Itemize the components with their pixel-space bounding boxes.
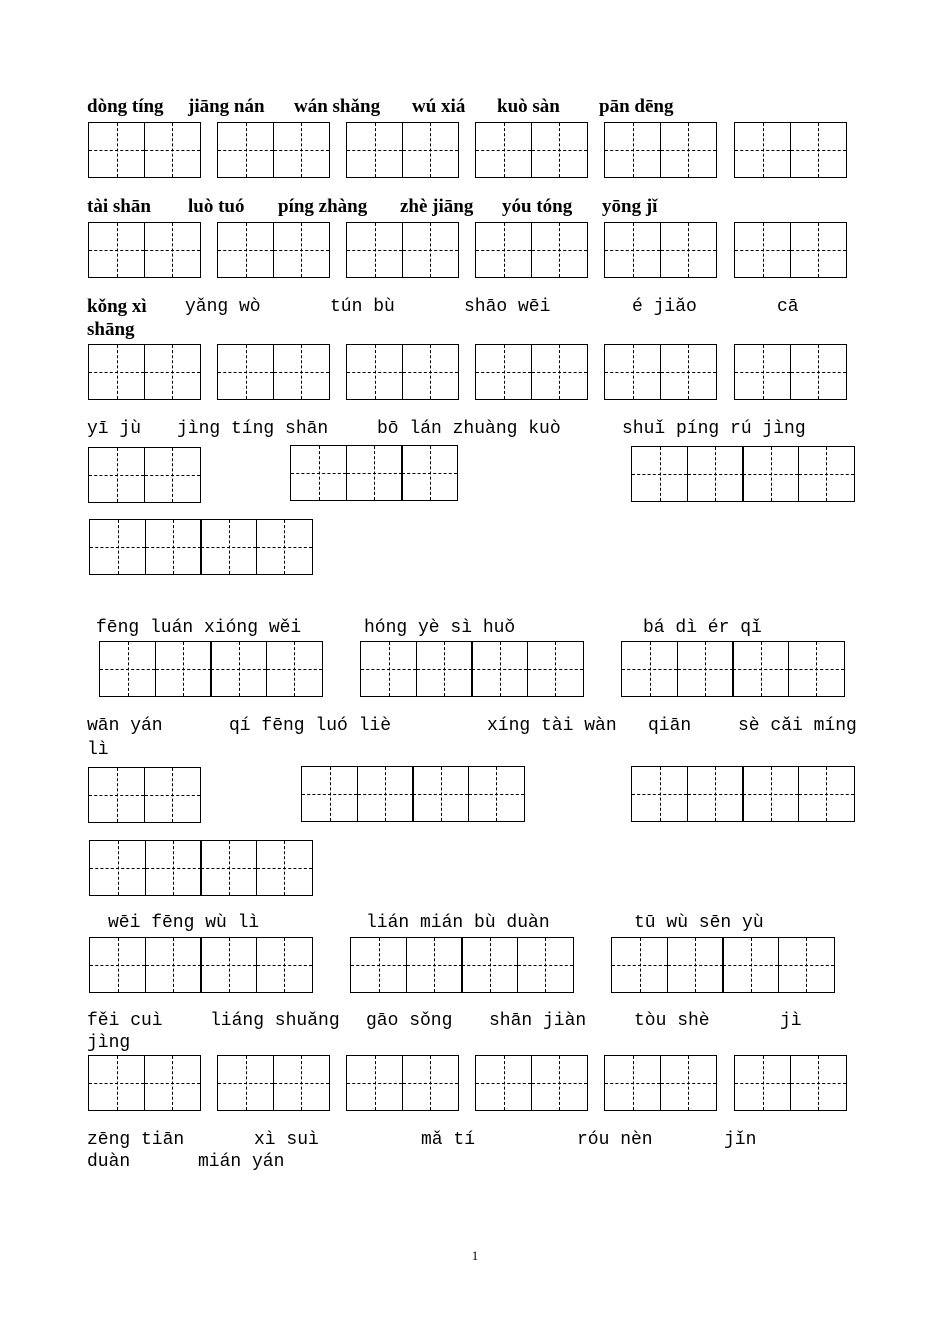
pinyin-label: fěi cuì (87, 1011, 163, 1031)
pinyin-label: yōng jǐ (602, 196, 658, 217)
writing-grid[interactable] (611, 937, 835, 993)
writing-cell[interactable] (357, 766, 414, 822)
writing-grid[interactable] (475, 1055, 588, 1111)
writing-cell[interactable] (732, 641, 789, 697)
pinyin-label: jiāng nán (188, 96, 265, 117)
pinyin-label: jì (780, 1011, 802, 1031)
writing-cell[interactable] (604, 122, 661, 178)
writing-grid[interactable] (88, 222, 201, 278)
writing-grid[interactable] (89, 937, 313, 993)
pinyin-label: lì (87, 740, 109, 760)
writing-grid[interactable] (604, 344, 717, 400)
pinyin-label: róu nèn (577, 1130, 653, 1150)
writing-grid[interactable] (475, 344, 588, 400)
writing-grid[interactable] (604, 1055, 717, 1111)
writing-cell[interactable] (89, 840, 146, 896)
writing-cell[interactable] (660, 222, 717, 278)
pinyin-label: wān yán (87, 716, 163, 736)
writing-cell[interactable] (734, 344, 791, 400)
writing-cell[interactable] (471, 641, 528, 697)
writing-grid[interactable] (475, 122, 588, 178)
writing-cell[interactable] (475, 1055, 532, 1111)
pinyin-label: sè cǎi míng (738, 716, 857, 736)
pinyin-label: qí fēng luó liè (229, 716, 392, 736)
writing-cell[interactable] (531, 1055, 588, 1111)
writing-cell[interactable] (155, 641, 212, 697)
writing-cell[interactable] (217, 1055, 274, 1111)
writing-cell[interactable] (475, 122, 532, 178)
writing-cell[interactable] (734, 1055, 791, 1111)
pinyin-label: xíng tài wàn (487, 716, 617, 736)
pinyin-label: cā (777, 297, 799, 317)
writing-cell[interactable] (798, 446, 855, 502)
pinyin-label: qiān (648, 716, 692, 736)
pinyin-label: wēi fēng wù lì (108, 913, 260, 933)
writing-cell[interactable] (416, 641, 473, 697)
writing-cell[interactable] (402, 1055, 459, 1111)
writing-grid[interactable] (88, 447, 201, 503)
pinyin-label: wán shǎng (294, 96, 381, 117)
writing-cell[interactable] (290, 445, 347, 501)
writing-cell[interactable] (734, 122, 791, 178)
writing-grid[interactable] (89, 840, 313, 896)
writing-cell[interactable] (604, 344, 661, 400)
writing-cell[interactable] (660, 1055, 717, 1111)
writing-cell[interactable] (273, 1055, 330, 1111)
writing-cell[interactable] (531, 122, 588, 178)
pinyin-label: xì suì (254, 1130, 319, 1150)
writing-cell[interactable] (790, 1055, 847, 1111)
writing-grid[interactable] (631, 446, 855, 502)
writing-grid[interactable] (88, 767, 201, 823)
writing-cell[interactable] (461, 937, 518, 993)
writing-cell[interactable] (350, 937, 407, 993)
writing-grid[interactable] (346, 122, 459, 178)
writing-cell[interactable] (468, 766, 525, 822)
writing-cell[interactable] (611, 937, 668, 993)
writing-cell[interactable] (200, 840, 257, 896)
writing-cell[interactable] (788, 641, 845, 697)
page-number: 1 (471, 1248, 479, 1263)
writing-cell[interactable] (360, 641, 417, 697)
pinyin-label: hóng yè sì huǒ (364, 618, 516, 638)
writing-cell[interactable] (475, 222, 532, 278)
writing-cell[interactable] (88, 222, 145, 278)
pinyin-label: fēng luán xióng wěi (96, 618, 302, 638)
pinyin-label: lián mián bù duàn (366, 913, 550, 933)
pinyin-label: mǎ tí (421, 1130, 476, 1150)
pinyin-label: bá dì ér qǐ (643, 618, 762, 638)
writing-cell[interactable] (200, 519, 257, 575)
writing-cell[interactable] (621, 641, 678, 697)
writing-cell[interactable] (734, 222, 791, 278)
writing-cell[interactable] (256, 840, 313, 896)
writing-cell[interactable] (217, 122, 274, 178)
writing-cell[interactable] (406, 937, 463, 993)
pinyin-label: é jiǎo (632, 297, 697, 317)
writing-cell[interactable] (412, 766, 469, 822)
writing-cell[interactable] (88, 1055, 145, 1111)
writing-cell[interactable] (144, 767, 201, 823)
writing-grid[interactable] (604, 122, 717, 178)
pinyin-label: wú xiá (412, 96, 466, 117)
writing-grid[interactable] (631, 766, 855, 822)
writing-cell[interactable] (687, 446, 744, 502)
writing-grid[interactable] (217, 222, 330, 278)
pinyin-label: duàn (87, 1152, 131, 1172)
writing-grid[interactable] (734, 222, 847, 278)
writing-cell[interactable] (89, 519, 146, 575)
writing-cell[interactable] (144, 222, 201, 278)
pinyin-label: zhè jiāng (400, 196, 474, 217)
pinyin-label: tòu shè (634, 1011, 710, 1031)
writing-cell[interactable] (604, 222, 661, 278)
pinyin-label: luò tuó (188, 196, 245, 217)
writing-grid[interactable] (217, 1055, 330, 1111)
writing-grid[interactable] (88, 122, 201, 178)
pinyin-label: shān jiàn (489, 1011, 587, 1031)
writing-cell[interactable] (790, 344, 847, 400)
writing-grid[interactable] (346, 344, 459, 400)
pinyin-label: tài shān (87, 196, 151, 217)
writing-cell[interactable] (531, 222, 588, 278)
writing-cell[interactable] (273, 122, 330, 178)
writing-cell[interactable] (217, 344, 274, 400)
writing-cell[interactable] (346, 344, 403, 400)
writing-grid[interactable] (217, 344, 330, 400)
writing-cell[interactable] (144, 447, 201, 503)
pinyin-label: liáng shuǎng (210, 1011, 340, 1031)
writing-grid[interactable] (734, 122, 847, 178)
writing-grid[interactable] (475, 222, 588, 278)
pinyin-label: tún bù (330, 297, 395, 317)
writing-cell[interactable] (301, 766, 358, 822)
writing-cell[interactable] (144, 344, 201, 400)
writing-cell[interactable] (145, 840, 202, 896)
writing-cell[interactable] (88, 344, 145, 400)
writing-cell[interactable] (742, 766, 799, 822)
pinyin-label: jìng tíng shān (177, 419, 329, 439)
pinyin-label: yī jù (87, 419, 142, 439)
writing-cell[interactable] (346, 445, 403, 501)
writing-cell[interactable] (88, 447, 145, 503)
writing-cell[interactable] (89, 937, 146, 993)
writing-cell[interactable] (266, 641, 323, 697)
pinyin-label: kuò sàn (497, 96, 560, 117)
writing-cell[interactable] (401, 445, 458, 501)
pinyin-label: pān dēng (599, 96, 674, 117)
writing-cell[interactable] (531, 344, 588, 400)
writing-cell[interactable] (402, 344, 459, 400)
writing-cell[interactable] (217, 222, 274, 278)
writing-cell[interactable] (742, 446, 799, 502)
writing-cell[interactable] (475, 344, 532, 400)
writing-cell[interactable] (402, 122, 459, 178)
pinyin-label: jǐn (724, 1130, 757, 1150)
writing-grid[interactable] (604, 222, 717, 278)
writing-cell[interactable] (145, 937, 202, 993)
writing-cell[interactable] (256, 937, 313, 993)
pinyin-label: shāo wēi (464, 297, 551, 317)
writing-cell[interactable] (631, 446, 688, 502)
writing-cell[interactable] (790, 222, 847, 278)
writing-cell[interactable] (798, 766, 855, 822)
pinyin-label: yóu tóng (502, 196, 573, 217)
writing-cell[interactable] (790, 122, 847, 178)
pinyin-label: shāng (87, 319, 135, 340)
pinyin-label: mián yán (198, 1152, 285, 1172)
writing-cell[interactable] (687, 766, 744, 822)
pinyin-label: gāo sǒng (366, 1011, 453, 1031)
writing-grid[interactable] (734, 344, 847, 400)
writing-cell[interactable] (210, 641, 267, 697)
writing-cell[interactable] (778, 937, 835, 993)
writing-cell[interactable] (144, 122, 201, 178)
pinyin-label: yǎng wò (185, 297, 261, 317)
writing-grid[interactable] (88, 1055, 201, 1111)
writing-grid[interactable] (290, 445, 458, 501)
writing-cell[interactable] (660, 122, 717, 178)
writing-cell[interactable] (677, 641, 734, 697)
writing-cell[interactable] (273, 222, 330, 278)
pinyin-label: dòng tíng (87, 96, 164, 117)
writing-cell[interactable] (660, 344, 717, 400)
writing-cell[interactable] (99, 641, 156, 697)
writing-cell[interactable] (144, 1055, 201, 1111)
writing-cell[interactable] (88, 122, 145, 178)
writing-grid[interactable] (350, 937, 574, 993)
writing-cell[interactable] (200, 937, 257, 993)
writing-cell[interactable] (346, 222, 403, 278)
writing-cell[interactable] (145, 519, 202, 575)
writing-grid[interactable] (89, 519, 313, 575)
writing-cell[interactable] (346, 122, 403, 178)
writing-grid[interactable] (217, 122, 330, 178)
pinyin-label: tū wù sēn yù (634, 913, 764, 933)
pinyin-label: kǒng xì (87, 296, 147, 317)
writing-cell[interactable] (88, 767, 145, 823)
writing-cell[interactable] (604, 1055, 661, 1111)
pinyin-label: jìng (87, 1033, 131, 1053)
writing-cell[interactable] (346, 1055, 403, 1111)
writing-cell[interactable] (402, 222, 459, 278)
writing-cell[interactable] (667, 937, 724, 993)
pinyin-label: zēng tiān (87, 1130, 185, 1150)
writing-grid[interactable] (621, 641, 845, 697)
pinyin-label: píng zhàng (278, 196, 368, 217)
writing-cell[interactable] (517, 937, 574, 993)
writing-cell[interactable] (722, 937, 779, 993)
writing-cell[interactable] (631, 766, 688, 822)
writing-grid[interactable] (360, 641, 584, 697)
writing-grid[interactable] (346, 222, 459, 278)
writing-grid[interactable] (88, 344, 201, 400)
writing-cell[interactable] (273, 344, 330, 400)
writing-grid[interactable] (99, 641, 323, 697)
pinyin-label: bō lán zhuàng kuò (377, 419, 561, 439)
writing-cell[interactable] (527, 641, 584, 697)
writing-cell[interactable] (256, 519, 313, 575)
writing-grid[interactable] (734, 1055, 847, 1111)
writing-grid[interactable] (301, 766, 525, 822)
pinyin-label: shuǐ píng rú jìng (622, 419, 806, 439)
writing-grid[interactable] (346, 1055, 459, 1111)
